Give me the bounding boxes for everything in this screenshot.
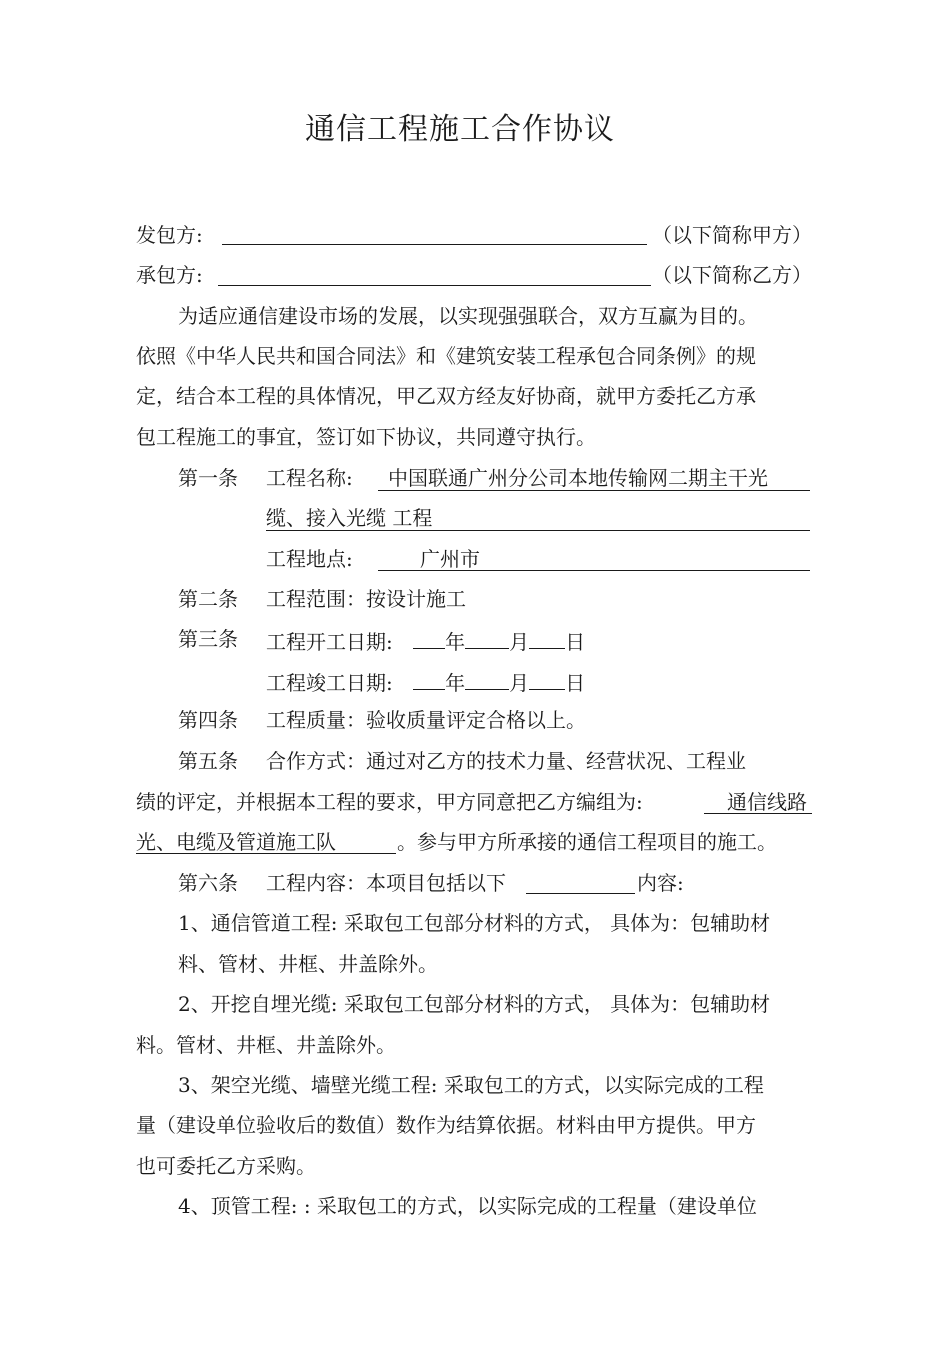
start-day-blank[interactable] (529, 626, 565, 649)
party-b-label: 承包方: (136, 263, 203, 287)
article-6-number: 第六条 (178, 871, 238, 895)
party-a-row (136, 222, 203, 248)
article-5-line-3: 。参与甲方所承接的通信工程项目的施工。 (397, 830, 777, 854)
end-date-label: 工程竣工日期: (266, 671, 393, 695)
article-1-place-value: 广州市 (420, 547, 480, 571)
intro-line-3: 定，结合本工程的具体情况，甲乙双方经友好协商，就甲方委托乙方承 (136, 384, 756, 408)
article-5-line-1: 合作方式：通过对乙方的技术力量、经营状况、工程业 (266, 749, 746, 773)
year-unit: 年 (445, 671, 466, 695)
article-5-line-2: 绩的评定，并根据本工程的要求，甲方同意把乙方编组为: (136, 790, 643, 814)
document-title: 通信工程施工合作协议 (305, 112, 615, 147)
article-5-team-part-1: 通信线路 (727, 790, 807, 814)
article-6-blank[interactable] (526, 893, 635, 894)
end-year-blank[interactable] (413, 667, 445, 690)
day-unit: 日 (565, 630, 586, 654)
article-6-item-3-line-2: 量（建设单位验收后的数值）数作为结算依据。材料由甲方提供。甲方 (136, 1113, 756, 1137)
article-6-item-3-line-3: 也可委托乙方采购。 (136, 1154, 316, 1178)
party-a-blank[interactable] (222, 244, 647, 245)
start-date-row (266, 626, 585, 655)
article-6-item-1-line-1: 1、通信管道工程: 采取包工包部分材料的方式， 具体为：包辅助材 (178, 911, 771, 935)
article-6-item-2-line-2: 料。管材、井框、井盖除外。 (136, 1033, 396, 1057)
article-5-team-part-2: 光、电缆及管道施工队 (136, 830, 336, 854)
article-3-number: 第三条 (178, 627, 238, 651)
end-day-blank[interactable] (529, 667, 565, 690)
article-6-item-4-line-1: 4、顶管工程: : 采取包工的方式，以实际完成的工程量（建设单位 (178, 1194, 757, 1218)
month-unit: 月 (509, 630, 530, 654)
article-2-number: 第二条 (178, 587, 238, 611)
article-5-number: 第五条 (178, 749, 238, 773)
month-unit: 月 (509, 671, 530, 695)
article-5-team-underline-1 (704, 813, 812, 814)
end-date-row (266, 667, 585, 696)
start-date-label: 工程开工日期: (266, 630, 393, 654)
article-1-name-line-2: 缆、接入光缆 工程 (266, 506, 433, 530)
article-1-place-label: 工程地点: (266, 547, 353, 571)
article-6-prefix: 工程内容：本项目包括以下 (266, 871, 506, 895)
article-1-name-underline-2 (266, 530, 810, 531)
intro-line-2: 依照《中华人民共和国合同法》和《建筑安装工程承包合同条例》的规 (136, 344, 756, 368)
party-b-row (136, 262, 203, 288)
article-5-team-underline-2 (136, 853, 396, 854)
year-unit: 年 (445, 630, 466, 654)
article-6-item-3-line-1: 3、架空光缆、墙壁光缆工程: 采取包工的方式，以实际完成的工程 (178, 1073, 764, 1097)
start-month-blank[interactable] (465, 626, 509, 649)
article-1-place-underline (378, 570, 810, 571)
end-month-blank[interactable] (465, 667, 509, 690)
article-4-text: 工程质量：验收质量评定合格以上。 (266, 708, 586, 732)
party-b-suffix: （以下简称乙方） (652, 263, 812, 287)
start-year-blank[interactable] (413, 626, 445, 649)
article-2-text: 工程范围：按设计施工 (266, 587, 466, 611)
party-a-label: 发包方: (136, 223, 203, 247)
article-6-item-2-line-1: 2、开挖自埋光缆: 采取包工包部分材料的方式， 具体为：包辅助材 (178, 992, 771, 1016)
party-a-suffix: （以下简称甲方） (652, 223, 812, 247)
article-1-number: 第一条 (178, 466, 238, 490)
article-4-number: 第四条 (178, 708, 238, 732)
article-1-name-line-1: 中国联通广州分公司本地传输网二期主干光 (388, 466, 768, 490)
article-1-name-underline-1 (378, 490, 810, 491)
article-6-suffix: 内容: (637, 871, 684, 895)
article-6-item-1-line-2: 料、管材、井框、井盖除外。 (178, 952, 438, 976)
intro-line-1: 为适应通信建设市场的发展，以实现强强联合，双方互赢为目的。 (178, 304, 758, 328)
intro-line-4: 包工程施工的事宜，签订如下协议，共同遵守执行。 (136, 425, 596, 449)
day-unit: 日 (565, 671, 586, 695)
party-b-blank[interactable] (218, 285, 651, 286)
article-1-name-label: 工程名称: (266, 466, 353, 490)
